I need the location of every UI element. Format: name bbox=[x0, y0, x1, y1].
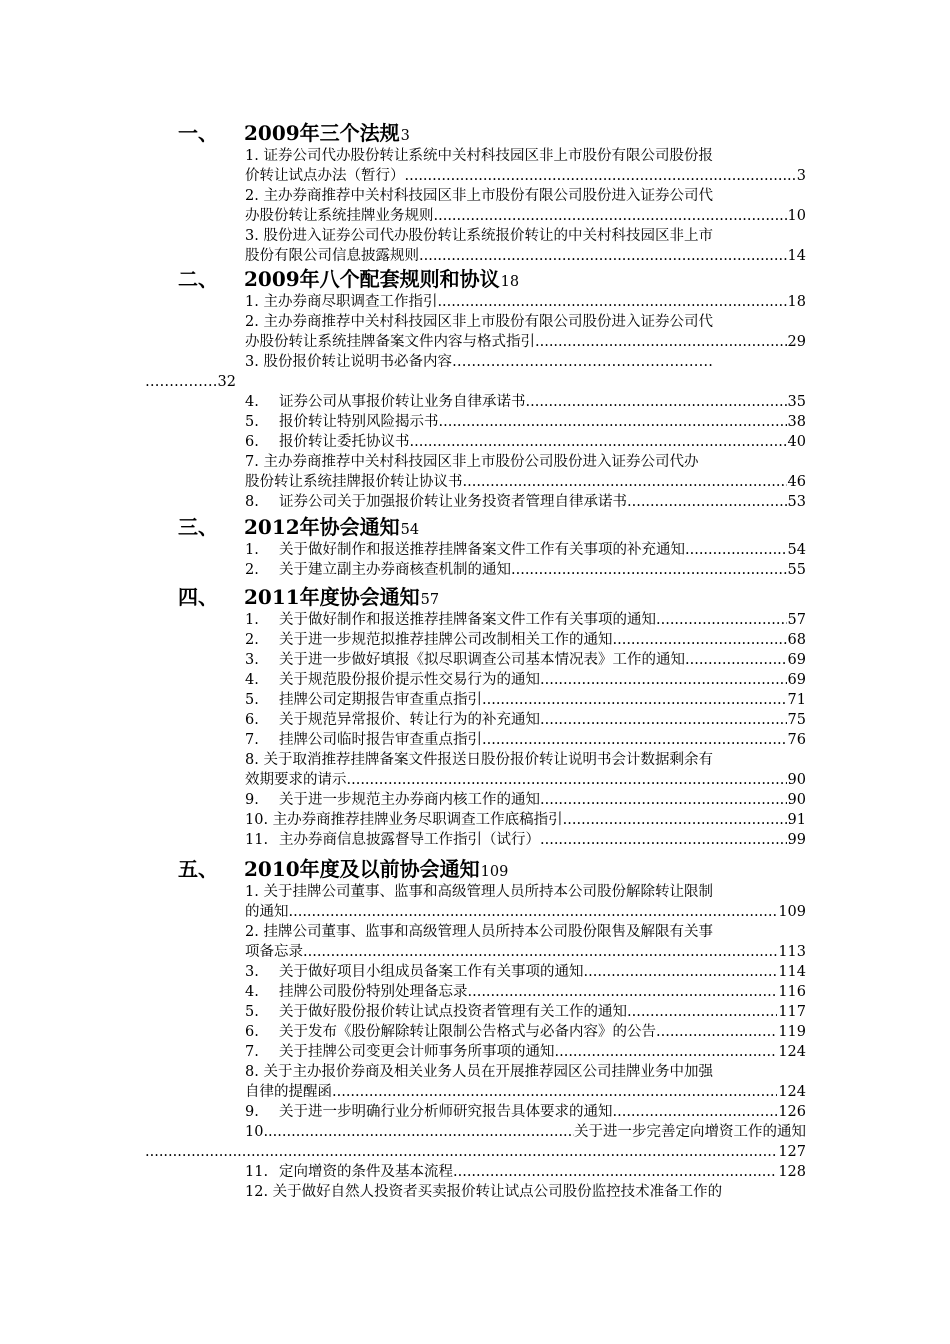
item-number: 11. bbox=[245, 1164, 269, 1180]
page-number: 114 bbox=[778, 964, 806, 980]
page-number: 90 bbox=[787, 772, 806, 788]
page-number: 54 bbox=[400, 522, 420, 538]
page-number: 40 bbox=[787, 434, 806, 450]
toc-item-continued[interactable] bbox=[245, 1082, 806, 1102]
item-text: 挂牌公司定期报告审查重点指引 bbox=[279, 692, 482, 708]
item-text: 办股份转让系统挂牌备案文件内容与格式指引 bbox=[245, 334, 535, 350]
leader-dots bbox=[685, 540, 787, 560]
item-number: 7. bbox=[245, 732, 259, 748]
leader-dots bbox=[540, 790, 787, 810]
toc-item-continued[interactable] bbox=[245, 246, 806, 266]
item-text: 关于规范股份报价提示性交易行为的通知 bbox=[279, 672, 540, 688]
item-text: 证券公司关于加强报价转让业务投资者管理自律承诺书 bbox=[279, 494, 627, 510]
toc-item[interactable] bbox=[245, 186, 806, 206]
toc-item[interactable] bbox=[245, 670, 806, 690]
leader-dots bbox=[540, 710, 787, 730]
section-title: 2009年八个配套规则和协议 bbox=[244, 267, 500, 291]
item-text: 价转让试点办法（暂行） bbox=[245, 168, 405, 184]
toc-item[interactable] bbox=[245, 1062, 806, 1082]
item-text: 10. 主办券商推荐挂牌业务尽职调查工作底稿指引 bbox=[245, 812, 563, 828]
toc-item[interactable] bbox=[245, 1042, 806, 1062]
page-number: 38 bbox=[787, 414, 806, 430]
item-text: 1. 证券公司代办股份转让系统中关村科技园区非上市股份有限公司股份报 bbox=[245, 148, 713, 164]
item-text: 1. 关于挂牌公司董事、监事和高级管理人员所持本公司股份解除转让限制 bbox=[245, 884, 713, 900]
item-text: 关于规范异常报价、转让行为的补充通知 bbox=[279, 712, 540, 728]
item-text: ……………32 bbox=[145, 374, 236, 390]
toc-section-3[interactable] bbox=[178, 514, 806, 540]
section-number: 三、 bbox=[178, 515, 218, 539]
leader-dots bbox=[482, 690, 787, 710]
item-number: 5. bbox=[245, 692, 259, 708]
page-number: 90 bbox=[787, 792, 806, 808]
page-number: 53 bbox=[787, 494, 806, 510]
item-text: 报价转让特别风险揭示书 bbox=[279, 414, 439, 430]
item-number: 5. bbox=[245, 1004, 259, 1020]
toc-item[interactable] bbox=[245, 1182, 806, 1202]
item-text: 主办券商信息披露督导工作指引（试行） bbox=[279, 832, 540, 848]
leader-dots bbox=[437, 292, 786, 312]
leader-dots bbox=[289, 902, 778, 922]
item-text: 效期要求的请示 bbox=[245, 772, 347, 788]
page-number: 116 bbox=[778, 984, 806, 1000]
item-text: 3. 股份进入证券公司代办股份转让系统报价转让的中关村科技园区非上市 bbox=[245, 228, 713, 244]
item-text: 1. 主办券商尽职调查工作指引 bbox=[245, 294, 438, 310]
leader-dots bbox=[613, 630, 787, 650]
toc-section-4[interactable] bbox=[178, 584, 806, 610]
toc-item[interactable] bbox=[245, 392, 806, 412]
item-text: 关于发布《股份解除转让限制公告格式与必备内容》的公告 bbox=[279, 1024, 656, 1040]
item-number: 5. bbox=[245, 414, 259, 430]
toc-item[interactable] bbox=[245, 226, 806, 246]
toc-item[interactable] bbox=[245, 560, 806, 580]
toc-item[interactable] bbox=[245, 1162, 806, 1182]
leader-dots bbox=[613, 1102, 778, 1122]
toc-item[interactable] bbox=[245, 982, 806, 1002]
leader-dots bbox=[405, 166, 796, 186]
item-number: 9. bbox=[245, 792, 259, 808]
item-text: 关于进一步完善定向增资工作的通知 bbox=[574, 1124, 806, 1140]
leader-dots bbox=[627, 492, 787, 512]
toc-item-continued[interactable] bbox=[245, 942, 806, 962]
item-number: 1. bbox=[245, 612, 259, 628]
page-number: 3 bbox=[400, 128, 410, 144]
page-number: 18 bbox=[787, 294, 806, 310]
toc-item[interactable] bbox=[245, 146, 806, 166]
leader-dots bbox=[584, 962, 778, 982]
section-title: 2010年度及以前协会通知 bbox=[244, 857, 480, 881]
toc-item-continued[interactable] bbox=[245, 332, 806, 352]
leader-dots bbox=[453, 1162, 777, 1182]
item-text: 3. 股份报价转让说明书必备内容……………………………………………… bbox=[245, 354, 713, 370]
item-text: 挂牌公司临时报告审查重点指引 bbox=[279, 732, 482, 748]
page-number: 69 bbox=[787, 672, 806, 688]
toc-section-2[interactable] bbox=[178, 266, 806, 292]
item-text: 2. 主办券商推荐中关村科技园区非上市股份有限公司股份进入证券公司代 bbox=[245, 314, 713, 330]
page-number: 10 bbox=[787, 208, 806, 224]
toc-item[interactable] bbox=[245, 962, 806, 982]
toc-section-5[interactable] bbox=[178, 856, 806, 882]
item-number: 10 bbox=[245, 1124, 264, 1140]
item-text: 关于进一步明确行业分析师研究报告具体要求的通知 bbox=[279, 1104, 613, 1120]
item-text: 报价转让委托协议书 bbox=[279, 434, 410, 450]
item-number: 1. bbox=[245, 542, 259, 558]
item-text: 关于做好制作和报送推荐挂牌备案文件工作有关事项的补充通知 bbox=[279, 542, 685, 558]
page-number: 75 bbox=[787, 712, 806, 728]
page-number: 128 bbox=[778, 1164, 806, 1180]
toc-item[interactable] bbox=[245, 730, 806, 750]
leader-dots bbox=[511, 560, 787, 580]
item-text: 证券公司从事报价转让业务自律承诺书 bbox=[279, 394, 526, 410]
toc-item[interactable] bbox=[245, 690, 806, 710]
page-number: 68 bbox=[787, 632, 806, 648]
leader-dots bbox=[434, 206, 787, 226]
leader-dots bbox=[303, 942, 777, 962]
item-number: 2. bbox=[245, 632, 259, 648]
page-number: 126 bbox=[778, 1104, 806, 1120]
page-number: 127 bbox=[778, 1144, 806, 1160]
leader-dots bbox=[656, 1022, 777, 1042]
leader-dots bbox=[526, 392, 787, 412]
item-number: 4. bbox=[245, 672, 259, 688]
leader-dots bbox=[463, 472, 787, 492]
leader-dots bbox=[685, 650, 787, 670]
toc-item[interactable] bbox=[245, 650, 806, 670]
leader-dots bbox=[563, 810, 787, 830]
leader-dots bbox=[263, 1122, 574, 1142]
toc-item[interactable] bbox=[245, 312, 806, 332]
page-number: 14 bbox=[787, 248, 806, 264]
item-number: 3. bbox=[245, 652, 259, 668]
toc-item[interactable] bbox=[245, 922, 806, 942]
leader-dots bbox=[439, 412, 787, 432]
item-text: 关于进一步做好填报《拟尽职调查公司基本情况表》工作的通知 bbox=[279, 652, 685, 668]
page-number: 35 bbox=[787, 394, 806, 410]
page-number: 113 bbox=[778, 944, 806, 960]
item-text: 12. 关于做好自然人投资者买卖报价转让试点公司股份监控技术准备工作的 bbox=[245, 1184, 723, 1200]
item-text: 股份有限公司信息披露规则 bbox=[245, 248, 419, 264]
item-text: 的通知 bbox=[245, 904, 289, 920]
item-text: 2. 挂牌公司董事、监事和高级管理人员所持本公司股份限售及解限有关事 bbox=[245, 924, 713, 940]
item-number: 8. bbox=[245, 494, 259, 510]
toc-item[interactable] bbox=[245, 540, 806, 560]
toc-item[interactable] bbox=[245, 1022, 806, 1042]
item-text: 关于进一步规范拟推荐挂牌公司改制相关工作的通知 bbox=[279, 632, 613, 648]
toc-item[interactable] bbox=[245, 1002, 806, 1022]
toc-item[interactable] bbox=[245, 292, 806, 312]
item-number: 6. bbox=[245, 434, 259, 450]
page-number: 109 bbox=[778, 904, 806, 920]
leader-dots bbox=[468, 982, 778, 1002]
section-number: 五、 bbox=[178, 857, 218, 881]
page-number: 124 bbox=[778, 1044, 806, 1060]
toc-item-continued[interactable] bbox=[245, 166, 806, 186]
page-number: 57 bbox=[420, 592, 440, 608]
toc-item-continued[interactable] bbox=[245, 770, 806, 790]
toc-section-1[interactable] bbox=[178, 120, 806, 146]
toc-item[interactable] bbox=[245, 610, 806, 630]
item-number: 11. bbox=[245, 832, 269, 848]
toc-item[interactable] bbox=[245, 452, 806, 472]
page-number: 71 bbox=[787, 692, 806, 708]
item-text: 关于做好制作和报送推荐挂牌备案文件工作有关事项的通知 bbox=[279, 612, 656, 628]
leader-dots bbox=[332, 1082, 777, 1102]
leader-dots bbox=[540, 670, 787, 690]
page-number: 57 bbox=[787, 612, 806, 628]
page-number: 76 bbox=[787, 732, 806, 748]
item-text: 办股份转让系统挂牌业务规则 bbox=[245, 208, 434, 224]
toc-item-continued[interactable] bbox=[145, 372, 445, 392]
leader-dots bbox=[347, 770, 787, 790]
leader-dots bbox=[656, 610, 787, 630]
toc-item[interactable] bbox=[245, 630, 806, 650]
toc-item-continued[interactable] bbox=[245, 902, 806, 922]
toc-item[interactable] bbox=[245, 492, 806, 512]
leader-dots bbox=[482, 730, 787, 750]
page-number: 54 bbox=[787, 542, 806, 558]
item-text: 自律的提醒函 bbox=[245, 1084, 332, 1100]
toc-item[interactable] bbox=[245, 790, 806, 810]
page-number: 29 bbox=[787, 334, 806, 350]
item-number: 4. bbox=[245, 394, 259, 410]
page-number: 119 bbox=[778, 1024, 806, 1040]
page-number: 46 bbox=[787, 474, 806, 490]
page-number: 124 bbox=[778, 1084, 806, 1100]
item-number: 9. bbox=[245, 1104, 259, 1120]
item-text: 关于进一步规范主办券商内核工作的通知 bbox=[279, 792, 540, 808]
item-text: 挂牌公司股份特别处理备忘录 bbox=[279, 984, 468, 1000]
toc-item[interactable] bbox=[245, 710, 806, 730]
item-text: 8. 关于主办报价券商及相关业务人员在开展推荐园区公司挂牌业务中加强 bbox=[245, 1064, 713, 1080]
toc-item[interactable] bbox=[245, 810, 806, 830]
toc-item-continued[interactable] bbox=[245, 206, 806, 226]
section-title: 2011年度协会通知 bbox=[244, 585, 420, 609]
page-number: 69 bbox=[787, 652, 806, 668]
item-text: 关于做好项目小组成员备案工作有关事项的通知 bbox=[279, 964, 584, 980]
page-number: 117 bbox=[778, 1004, 806, 1020]
leader-dots bbox=[540, 830, 787, 850]
leader-dots bbox=[555, 1042, 778, 1062]
item-number: 3. bbox=[245, 964, 259, 980]
item-number: 6. bbox=[245, 712, 259, 728]
toc-item-continued[interactable] bbox=[145, 1142, 806, 1162]
leader-dots bbox=[145, 1142, 777, 1162]
toc-item[interactable] bbox=[245, 432, 806, 452]
section-number: 二、 bbox=[178, 267, 218, 291]
item-text: 8. 关于取消推荐挂牌备案文件报送日股份报价转让说明书会计数据剩余有 bbox=[245, 752, 713, 768]
section-number: 四、 bbox=[178, 585, 218, 609]
page-number: 91 bbox=[787, 812, 806, 828]
leader-dots bbox=[419, 246, 787, 266]
item-text: 股份转让系统挂牌报价转让协议书 bbox=[245, 474, 463, 490]
page-number: 99 bbox=[787, 832, 806, 848]
toc-item[interactable] bbox=[245, 882, 806, 902]
toc-item[interactable] bbox=[245, 830, 806, 850]
item-text: 关于做好股份报价转让试点投资者管理有关工作的通知 bbox=[279, 1004, 627, 1020]
toc-item[interactable] bbox=[245, 412, 806, 432]
page-number: 3 bbox=[796, 168, 806, 184]
section-number: 一、 bbox=[178, 121, 218, 145]
page-number: 109 bbox=[480, 864, 509, 880]
page-number: 18 bbox=[500, 274, 520, 290]
item-text: 关于挂牌公司变更会计师事务所事项的通知 bbox=[279, 1044, 555, 1060]
page-number: 55 bbox=[787, 562, 806, 578]
item-text: 关于建立副主办券商核查机制的通知 bbox=[279, 562, 511, 578]
leader-dots bbox=[535, 332, 787, 352]
toc-item[interactable] bbox=[245, 1122, 806, 1142]
item-text: 定向增资的条件及基本流程 bbox=[279, 1164, 453, 1180]
item-text: 项备忘录 bbox=[245, 944, 303, 960]
section-title: 2009年三个法规 bbox=[244, 121, 400, 145]
toc-item[interactable] bbox=[245, 1102, 806, 1122]
item-number: 6. bbox=[245, 1024, 259, 1040]
leader-dots bbox=[410, 432, 787, 452]
toc-item[interactable] bbox=[245, 352, 806, 372]
item-text: 2. 主办券商推荐中关村科技园区非上市股份有限公司股份进入证券公司代 bbox=[245, 188, 713, 204]
item-number: 2. bbox=[245, 562, 259, 578]
toc-item[interactable] bbox=[245, 750, 806, 770]
leader-dots bbox=[627, 1002, 777, 1022]
item-number: 4. bbox=[245, 984, 259, 1000]
item-number: 7. bbox=[245, 1044, 259, 1060]
section-title: 2012年协会通知 bbox=[244, 515, 400, 539]
toc-item-continued[interactable] bbox=[245, 472, 806, 492]
item-text: 7. 主办券商推荐中关村科技园区非上市股份公司股份进入证券公司代办 bbox=[245, 454, 699, 470]
